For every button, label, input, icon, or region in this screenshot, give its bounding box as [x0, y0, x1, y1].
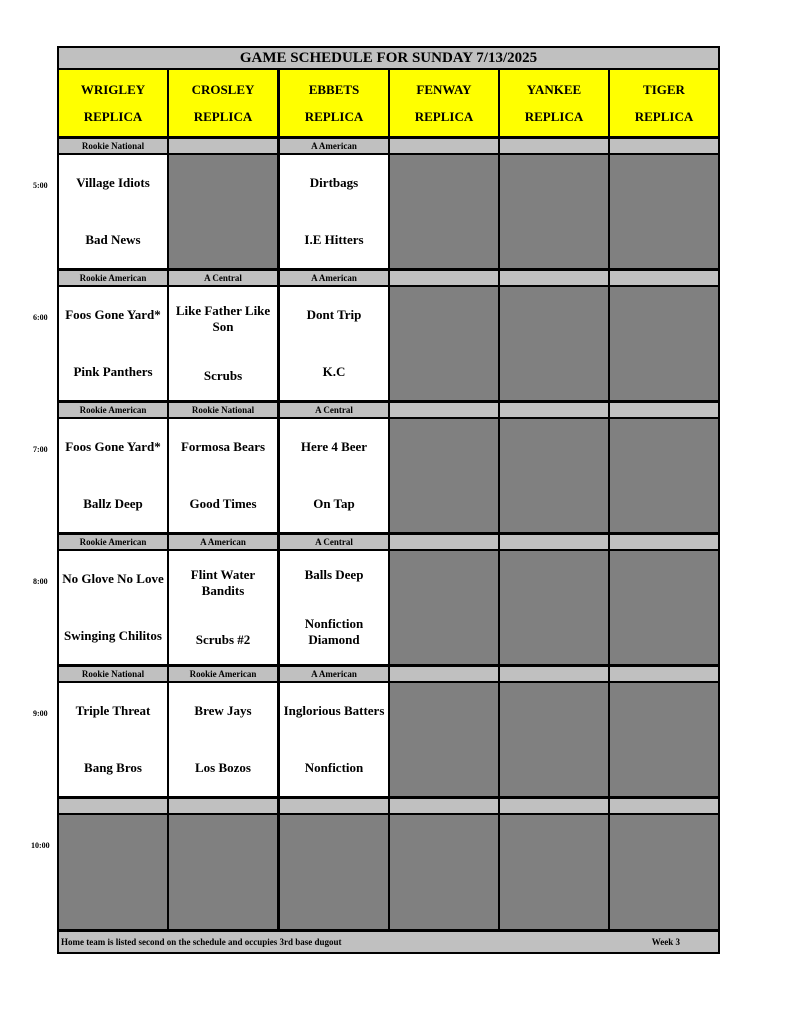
division-label: A American: [278, 665, 390, 683]
division-label: Rookie National: [57, 665, 169, 683]
field-subtitle: REPLICA: [193, 108, 253, 124]
empty-slot: [388, 417, 500, 534]
home-team: Ballz Deep: [83, 495, 143, 511]
footer-bar: [57, 930, 720, 954]
schedule-title: GAME SCHEDULE FOR SUNDAY 7/13/2025: [57, 46, 720, 70]
division-label: Rookie National: [57, 137, 169, 155]
division-label: Rookie American: [57, 401, 169, 419]
field-name: TIGER: [643, 81, 685, 97]
home-team: Pink Panthers: [73, 363, 153, 379]
field-subtitle: REPLICA: [414, 108, 474, 124]
home-team: Los Bozos: [195, 759, 251, 775]
field-subtitle: REPLICA: [304, 108, 364, 124]
empty-slot: [498, 285, 610, 402]
home-team: Bang Bros: [84, 759, 142, 775]
game-slot: [278, 153, 390, 270]
away-team: Dont Trip: [306, 307, 362, 323]
game-slot: [57, 417, 169, 534]
game-slot: [278, 549, 390, 666]
game-slot: [167, 549, 279, 666]
game-slot: [278, 681, 390, 798]
home-team: Swinging Chilitos: [64, 627, 162, 643]
time-label: 5:00: [33, 181, 48, 190]
division-label: Rookie National: [167, 401, 279, 419]
field-name: CROSLEY: [191, 81, 255, 97]
home-team: I.E Hitters: [304, 231, 364, 247]
home-team: Good Times: [189, 495, 257, 511]
division-label: A American: [278, 137, 390, 155]
field-header-ebbets: [278, 68, 390, 138]
home-team: K.C: [322, 363, 346, 379]
empty-slot: [167, 813, 279, 931]
time-label: 6:00: [33, 313, 48, 322]
field-subtitle: REPLICA: [524, 108, 584, 124]
field-name: FENWAY: [416, 81, 472, 97]
division-label: A American: [278, 269, 390, 287]
empty-slot: [608, 813, 720, 931]
empty-slot: [498, 417, 610, 534]
away-team: Village Idiots: [76, 175, 150, 191]
division-label: Rookie American: [57, 269, 169, 287]
field-header-crosley: [167, 68, 279, 138]
away-team: Like Father Like Son: [175, 303, 271, 335]
field-header-fenway: [388, 68, 500, 138]
field-header-yankee: [498, 68, 610, 138]
empty-slot: [498, 153, 610, 270]
game-slot: [57, 549, 169, 666]
empty-slot: [498, 681, 610, 798]
field-name: YANKEE: [526, 81, 582, 97]
away-team: Foos Gone Yard*: [65, 307, 161, 323]
field-subtitle: REPLICA: [83, 108, 143, 124]
field-subtitle: REPLICA: [634, 108, 694, 124]
field-name: WRIGLEY: [80, 81, 146, 97]
empty-slot: [498, 549, 610, 666]
game-slot: [57, 153, 169, 270]
field-name: EBBETS: [308, 81, 360, 97]
away-team: Brew Jays: [194, 703, 252, 719]
away-team: Formosa Bears: [180, 439, 266, 455]
empty-slot: [608, 549, 720, 666]
division-label: A Central: [278, 533, 390, 551]
away-team: No Glove No Love: [62, 571, 164, 587]
home-team: On Tap: [313, 495, 355, 511]
game-slot: [278, 285, 390, 402]
game-slot: [167, 417, 279, 534]
away-team: Foos Gone Yard*: [65, 439, 161, 455]
empty-slot: [608, 285, 720, 402]
empty-slot: [167, 153, 279, 270]
division-label: Rookie American: [167, 665, 279, 683]
empty-slot: [608, 417, 720, 534]
away-team: Dirtbags: [309, 175, 359, 191]
empty-slot: [278, 813, 390, 931]
empty-slot: [388, 813, 500, 931]
game-slot: [57, 285, 169, 402]
footer-note: Home team is listed second on the schedule and occupies 3rd base dugout: [61, 937, 342, 947]
away-team: Triple Threat: [75, 703, 151, 719]
empty-slot: [57, 813, 169, 931]
time-label: 10:00: [31, 841, 50, 850]
empty-slot: [388, 285, 500, 402]
field-header-tiger: [608, 68, 720, 138]
home-team: Nonfiction: [304, 759, 364, 775]
empty-slot: [608, 681, 720, 798]
empty-slot: [388, 681, 500, 798]
division-label: A Central: [167, 269, 279, 287]
home-team: Scrubs: [203, 367, 243, 383]
home-team: Bad News: [85, 231, 141, 247]
game-slot: [167, 681, 279, 798]
division-label: Rookie American: [57, 533, 169, 551]
home-team: Scrubs #2: [195, 631, 251, 647]
away-team: Inglorious Batters: [283, 703, 385, 719]
division-label: A American: [167, 533, 279, 551]
empty-slot: [388, 153, 500, 270]
away-team: Balls Deep: [304, 567, 364, 583]
field-header-wrigley: [57, 68, 169, 138]
time-label: 9:00: [33, 709, 48, 718]
home-team: Nonfiction Diamond: [304, 615, 364, 647]
division-label: A Central: [278, 401, 390, 419]
away-team: Flint Water Bandits: [190, 567, 256, 599]
week-label: Week 3: [651, 937, 680, 947]
empty-slot: [498, 813, 610, 931]
away-team: Here 4 Beer: [300, 439, 368, 455]
game-slot: [57, 681, 169, 798]
time-label: 8:00: [33, 577, 48, 586]
time-label: 7:00: [33, 445, 48, 454]
empty-slot: [608, 153, 720, 270]
game-slot: [278, 417, 390, 534]
game-slot: [167, 285, 279, 402]
empty-slot: [388, 549, 500, 666]
